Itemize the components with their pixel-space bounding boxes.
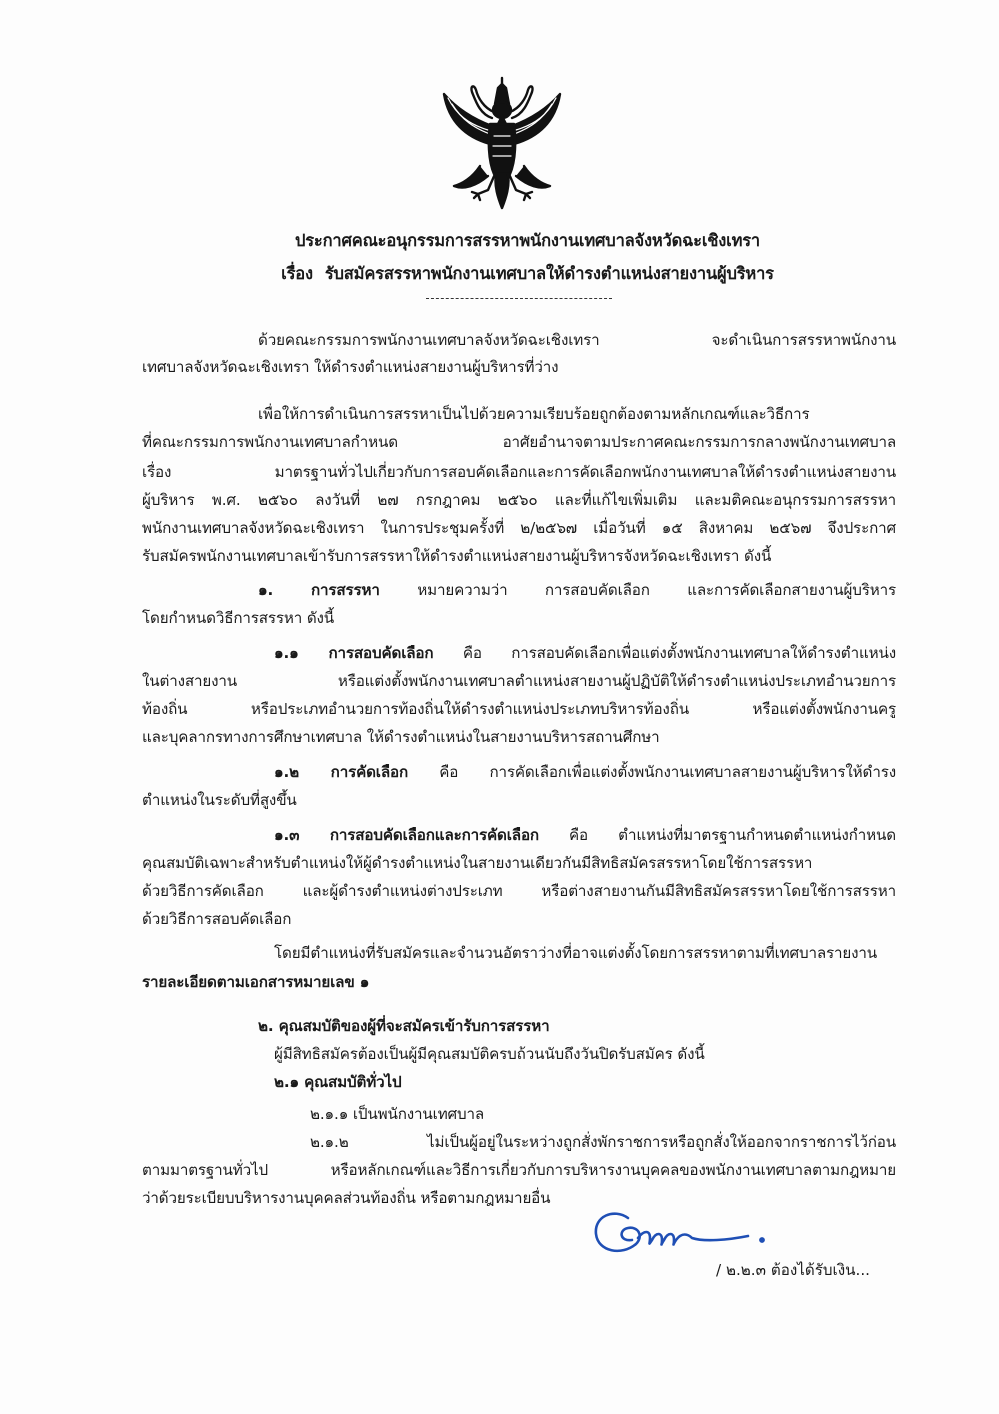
paragraph-line: ตามมาตรฐานทั่วไป หรือหลักเกณฑ์และวิธีการเกี่ยวกับการบริหารงานบุคคลของพนักงานเทศบาลตามกฎหมาย [142, 1161, 896, 1179]
paragraph-line: ด้วยวิธีการคัดเลือก และผู้ดำรงตำแหน่งต่างประเภท หรือต่างสายงานกันมีสิทธิสมัครสรรหาโดยใช้การสรรหา [142, 882, 896, 900]
section-1-heading: ๑. การสรรหา [258, 581, 380, 599]
paragraph-line: ตำแหน่งในระดับที่สูงขึ้น [142, 791, 297, 809]
announcement-subject [28, 261, 999, 287]
paragraph-line: ด้วยคณะกรรมการพนักงานเทศบาลจังหวัดฉะเชิงเทรา จะดำเนินการสรรหาพนักงาน [258, 331, 896, 349]
paragraph-line: ๒.๑.๒ ไม่เป็นผู้อยู่ในระหว่างถูกสั่งพักราชการหรือถูกสั่งให้ออกจากราชการไว้ก่อน [310, 1133, 896, 1151]
paragraph-line: ผู้บริหาร พ.ศ. ๒๕๖๐ ลงวันที่ ๒๗ กรกฎาคม ๒๕๖๐ และที่แก้ไขเพิ่มเติม และมติคณะอนุกรรมการสรรหา [142, 491, 896, 509]
paragraph-line: โดยกำหนดวิธีการสรรหา ดังนี้ [142, 609, 335, 627]
paragraph-line: เทศบาลจังหวัดฉะเชิงเทรา ให้ดำรงตำแหน่งสายงานผู้บริหารที่ว่าง [142, 358, 559, 376]
paragraph-line: ว่าด้วยระเบียบบริหารงานบุคคลส่วนท้องถิ่น หรือตามกฎหมายอื่น [142, 1189, 551, 1207]
paragraph-line: เพื่อให้การดำเนินการสรรหาเป็นไปด้วยความเรียบร้อยถูกต้องตามหลักเกณฑ์และวิธีการ [258, 405, 810, 423]
paragraph-line: ด้วยวิธีการสอบคัดเลือก [142, 910, 292, 928]
paragraph-line: พนักงานเทศบาลจังหวัดฉะเชิงเทรา ในการประชุมครั้งที่ ๒/๒๕๖๗ เมื่อวันที่ ๑๕ สิงหาคม ๒๕๖๗ จึงประกาศ [142, 519, 896, 537]
paragraph-line: รับสมัครพนักงานเทศบาลเข้ารับการสรรหาให้ดำรงตำแหน่งสายงานผู้บริหารจังหวัดฉะเชิงเทรา ดังนี้ [142, 547, 772, 565]
paragraph-line: ที่คณะกรรมการพนักงานเทศบาลกำหนด อาศัยอำนาจตามประกาศคณะกรรมการกลางพนักงานเทศบาล [142, 433, 896, 451]
announcement-title: ประกาศคณะอนุกรรมการสรรหาพนักงานเทศบาลจังหวัดฉะเชิงเทรา [295, 231, 760, 250]
subject-label: เรื่อง [281, 264, 313, 283]
paragraph-line: ในต่างสายงาน หรือแต่งตั้งพนักงานเทศบาลตำแหน่งสายงานผู้ปฏิบัติให้ดำรงตำแหน่งประเภทอำนวยการ [142, 672, 896, 690]
continuation-note: / ๒.๒.๓ ต้องได้รับเงิน... [716, 1261, 871, 1279]
paragraph-line: โดยมีตำแหน่งที่รับสมัครและจำนวนอัตราว่างที่อาจแต่งตั้งโดยการสรรหาตามที่เทศบาลรายงาน [274, 944, 878, 962]
garuda-emblem-icon [432, 74, 572, 214]
attachment-reference: รายละเอียดตามเอกสารหมายเลข ๑ [142, 973, 370, 991]
subject-text: รับสมัครสรรหาพนักงานเทศบาลให้ดำรงตำแหน่งสายงานผู้บริหาร [324, 264, 774, 283]
paragraph-line: ท้องถิ่น หรือประเภทอำนวยการท้องถิ่นให้ดำรงตำแหน่งประเภทบริหารท้องถิ่น หรือแต่งตั้งพนักงานครู [142, 700, 896, 718]
section-1-1-heading-line: ๑.๑ การสอบคัดเลือก คือ การสอบคัดเลือกเพื่อแต่งตั้งพนักงานเทศบาลให้ดำรงตำแหน่ง [274, 644, 896, 662]
section-1-heading-line: ๑. การสรรหา หมายความว่า การสอบคัดเลือก และการคัดเลือกสายงานผู้บริหาร [258, 581, 897, 599]
section-1-2-heading-line: ๑.๒ การคัดเลือก คือ การคัดเลือกเพื่อแต่งตั้งพนักงานเทศบาลสายงานผู้บริหารให้ดำรง [274, 763, 896, 781]
paragraph-line: คุณสมบัติเฉพาะสำหรับตำแหน่งให้ผู้ดำรงตำแหน่งในสายงานเดียวกันมีสิทธิสมัครสรรหาโดยใช้การสรรหา [142, 854, 813, 872]
section-1-3-heading: ๑.๓ การสอบคัดเลือกและการคัดเลือก [274, 826, 539, 844]
section-1-1-heading: ๑.๑ การสอบคัดเลือก [274, 644, 434, 662]
section-2-heading: ๒. คุณสมบัติของผู้ที่จะสมัครเข้ารับการสรรหา [258, 1017, 550, 1035]
paragraph-line: และบุคลากรทางการศึกษาเทศบาล ให้ดำรงตำแหน่งในสายงานบริหารสถานศึกษา [142, 728, 660, 746]
paragraph-line: ผู้มีสิทธิสมัครต้องเป็นผู้มีคุณสมบัติครบถ้วนนับถึงวันปิดรับสมัคร ดังนี้ [274, 1045, 705, 1063]
section-2-1-heading: ๒.๑ คุณสมบัติทั่วไป [274, 1073, 402, 1091]
title-divider [426, 298, 612, 299]
paragraph-line: เรื่อง มาตรฐานทั่วไปเกี่ยวกับการสอบคัดเลือกและการคัดเลือกพนักงานเทศบาลให้ดำรงตำแหน่งสายงาน [142, 463, 896, 481]
section-1-3-heading-line: ๑.๓ การสอบคัดเลือกและการคัดเลือก คือ ตำแหน่งที่มาตรฐานกำหนดตำแหน่งกำหนด [274, 826, 896, 844]
paragraph-line: ๒.๑.๑ เป็นพนักงานเทศบาล [310, 1105, 485, 1123]
section-1-2-heading: ๑.๒ การคัดเลือก [274, 763, 409, 781]
handwritten-signature-icon [588, 1204, 778, 1264]
